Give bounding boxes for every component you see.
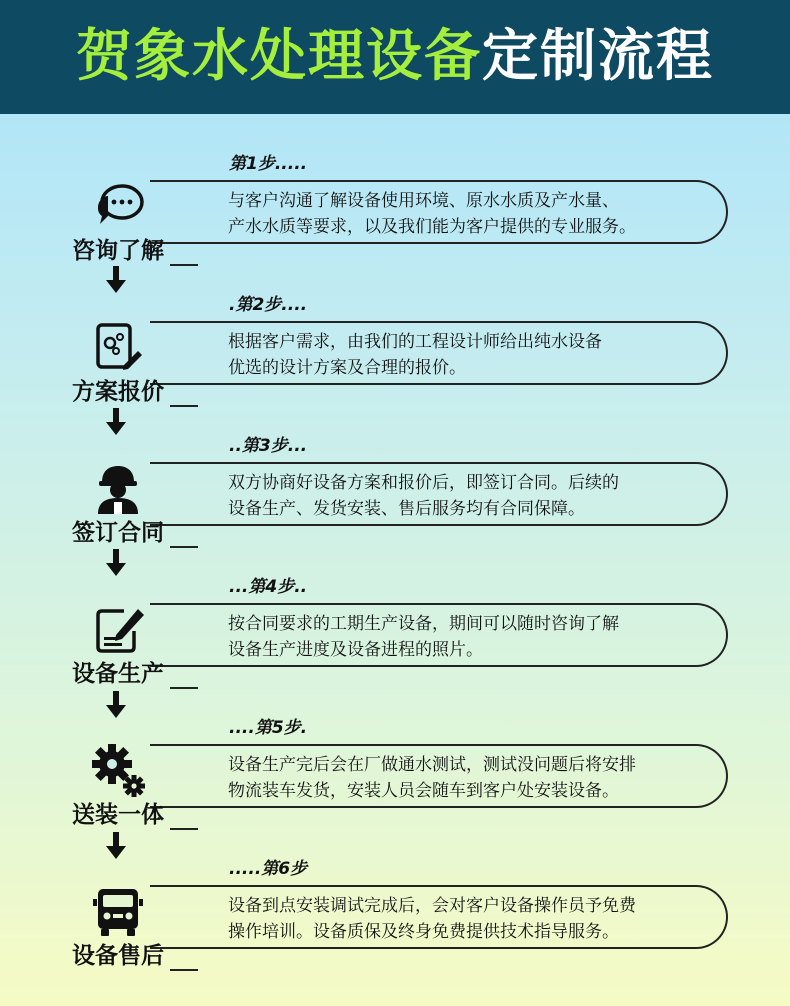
description-line: 按合同要求的工期生产设备，期间可以随时咨询了解 xyxy=(228,614,619,634)
description-line: 设备到点安装调试完成后，会对客户设备操作员予免费 xyxy=(228,896,636,916)
process-step-6 xyxy=(0,855,790,996)
step-description xyxy=(228,893,728,945)
step-label: 第1步..... xyxy=(229,154,308,174)
title-highlight: 贺象水处理设备 xyxy=(76,24,482,89)
divider xyxy=(170,828,198,830)
description-line: 优选的设计方案及合理的报价。 xyxy=(228,358,466,378)
step-label: .第2步.... xyxy=(229,295,308,315)
step-name: 送装一体 xyxy=(72,802,164,828)
step-description xyxy=(228,188,728,240)
description-line: 设备生产、发货安装、售后服务均有合同保障。 xyxy=(228,499,585,519)
title-rest: 定制流程 xyxy=(482,24,714,89)
chat-bubble-icon xyxy=(90,178,146,234)
description-line: 与客户沟通了解设备使用环境、原水水质及产水量、 xyxy=(228,191,619,211)
step-label: ..第3步... xyxy=(229,436,308,456)
document-pen-icon xyxy=(90,601,146,657)
divider xyxy=(170,687,198,689)
step-label: .....第6步 xyxy=(229,859,308,879)
page-title xyxy=(76,24,714,89)
description-line: 操作培训。设备质保及终身免费提供技术指导服务。 xyxy=(228,922,619,942)
description-line: 产水水质等要求，以及我们能为客户提供的专业服务。 xyxy=(228,217,636,237)
engineer-icon xyxy=(90,460,146,516)
step-name: 设备生产 xyxy=(72,661,164,687)
step-description xyxy=(228,470,728,522)
step-description xyxy=(228,611,728,663)
step-name: 签订合同 xyxy=(72,520,164,546)
description-line: 物流装车发货，安装人员会随车到客户处安装设备。 xyxy=(228,781,619,801)
step-name: 设备售后 xyxy=(72,943,164,969)
gears-icon xyxy=(90,742,146,798)
divider xyxy=(170,546,198,548)
description-line: 设备生产完后会在厂做通水测试，测试没问题后将安排 xyxy=(228,755,636,775)
design-plan-icon xyxy=(90,319,146,375)
divider xyxy=(170,405,198,407)
step-name: 咨询了解 xyxy=(72,238,164,264)
divider xyxy=(170,969,198,971)
description-line: 根据客户需求，由我们的工程设计师给出纯水设备 xyxy=(228,332,602,352)
description-line: 设备生产进度及设备进程的照片。 xyxy=(228,640,483,660)
truck-icon xyxy=(90,883,146,939)
arrow-down-icon xyxy=(106,266,126,294)
step-label: ...第4步.. xyxy=(229,577,308,597)
step-name: 方案报价 xyxy=(72,379,164,405)
divider xyxy=(170,264,198,266)
step-description xyxy=(228,752,728,804)
step-description xyxy=(228,329,728,381)
header-banner xyxy=(0,0,790,114)
step-label: ....第5步. xyxy=(229,718,308,738)
description-line: 双方协商好设备方案和报价后，即签订合同。后续的 xyxy=(228,473,619,493)
